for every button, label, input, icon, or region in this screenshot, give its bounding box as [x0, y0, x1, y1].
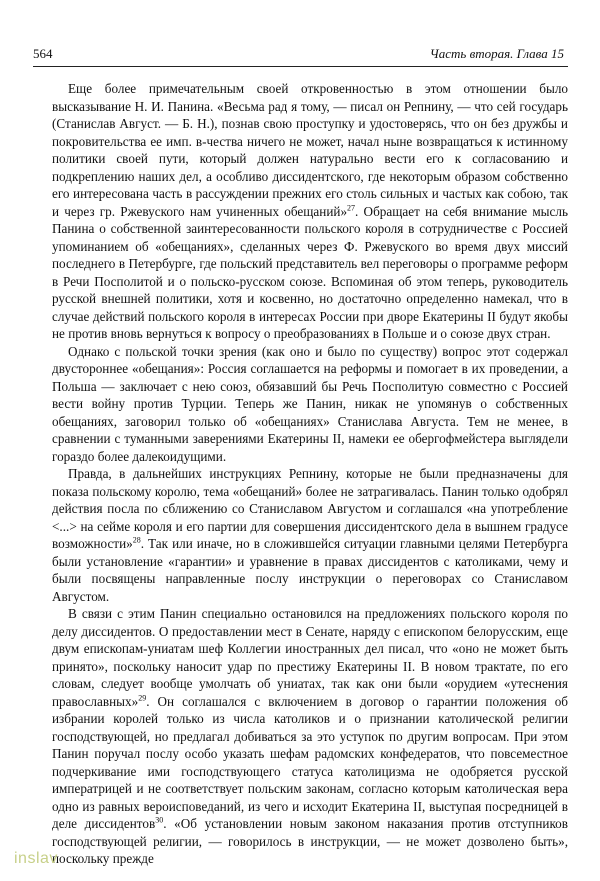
- footnote-ref: 27: [347, 203, 356, 213]
- footnote-ref: 30: [155, 815, 164, 825]
- running-head: Часть вторая. Глава 15: [429, 46, 564, 61]
- paragraph-text: Правда, в дальнейших инструкциях Репнину, которые не были предназначены для показа польскому королю, тема «обещаний» более не затрагивалась. Панин только одобрял действия посла по сближению со Станиславом Августом и соглашался «на употребление <...> на сейме короля и его партии для совершения диссидентского дела в вышнем градусе возможности»: [52, 466, 568, 551]
- paragraph-text: . «Об установлении новым законом наказания против отступников господствующей религии, — говорилось в инструкции, — не может дозволено быть», поскольку прежде: [52, 816, 568, 866]
- page-number: 564: [33, 46, 53, 61]
- footnote-ref: 28: [132, 535, 141, 545]
- paragraph-text: Еще более примечательным своей откровенностью в этом отношении было высказывание Н. И. Панина. «Весьма рад я тому, — писал он Репнину, — что сей государь (Станислав Август. — Б. Н.), познав свою проступку и удостоверясь, что он без дружбы и покровительства ее имп. в-чества ничего не может, начал ныне возвращаться к истинному политики своей пути, который должен натурально вести его к согласованию и подкреплению наших дел, а особливо диссидентского, где некоторым образом собственно его интересована часть в рассуждении прежних его столь сильных и частых как собою, так и через гр. Ржевуского нам учиненных обещаний»: [52, 81, 568, 219]
- paragraph-4: [52, 605, 568, 868]
- paragraph-text: . Обращает на себя внимание мысль Панина о собственной заинтересованности польского короля в сотрудничестве с Россией упоминанием об «обещаниях», сделанных через Ф. Ржевуского во время двух миссий последнего в Петербурге, где польский представитель вел переговоры о программе реформ в Речи Посполитой и о польско-русском союзе. Вспоминая об этом теперь, руководитель русской внешней политики, хотя и косвенно, но достаточно определенно намекал, что в случае действий польского короля в интересах России при дворе Екатерины II будут якобы не против вновь вернуться к вопросу о преобразованиях в Польше и о союзе двух стран.: [52, 203, 568, 341]
- paragraph-3: [52, 465, 568, 605]
- footnote-ref: 29: [138, 693, 147, 703]
- watermark: inslav: [14, 850, 58, 867]
- paragraph-text: . Так или иначе, но в сложившейся ситуации главными целями Петербурга были установление «гарантии» и уравнение в правах диссидентов с католиками, чему и были посвящены направленные послу инструкции о переговорах со Станиславом Августом.: [52, 536, 568, 604]
- paragraph-text: В связи с этим Панин специально остановился на предложениях польского короля по делу диссидентов. О предоставлении мест в Сенате, наряду с епископом белорусским, еще двум епископам-униатам шеф Коллегии иностранных дел писал, что «оно не может быть принято», поскольку наносит удар по престижу Екатерины II. В новом трактате, по его словам, следует вообще умолчать об униатах, так как они были «орудием «утеснения православных»: [52, 606, 568, 709]
- paragraph-2: [52, 343, 568, 466]
- paragraph-text: Однако с польской точки зрения (как оно и было по существу) вопрос этот содержал двустороннее «обещания»: Россия соглашается на реформы и помогает в их проведении, а Польша — заключает с нею союз, обязавший бы Речь Посполитую совместно с Россией вести войну против Турции. Теперь же Панин, никак не упомянув о собственных обещаниях, заговорил только об «обещаниях» Станислава Августа. Тем не менее, в сравнении с туманными заверениями Екатерины II, намеки ее обергофмейстера выглядели гораздо более далекоидущими.: [52, 343, 568, 464]
- paragraph-1: [52, 80, 568, 343]
- header-rule: [33, 66, 568, 67]
- paragraph-text: . Он соглашался с включением в договор о гарантии положения об избрании королей только из числа католиков и о признании католической религии господствующей, но предлагал добиваться за это уступок по другим вопросам. При этом Панин поручал послу особо указать шефам радомских конфедератов, что повсеместное подчеркивание ими господствующего статуса католицизма не одобряется русской императрицей и не соответствует польским законам, согласно которым католическая вера одно из равных вероисповеданий, из чего и исходит Екатерина II, выступая посредницей в деле диссидентов: [52, 693, 568, 831]
- body-text: [52, 80, 568, 868]
